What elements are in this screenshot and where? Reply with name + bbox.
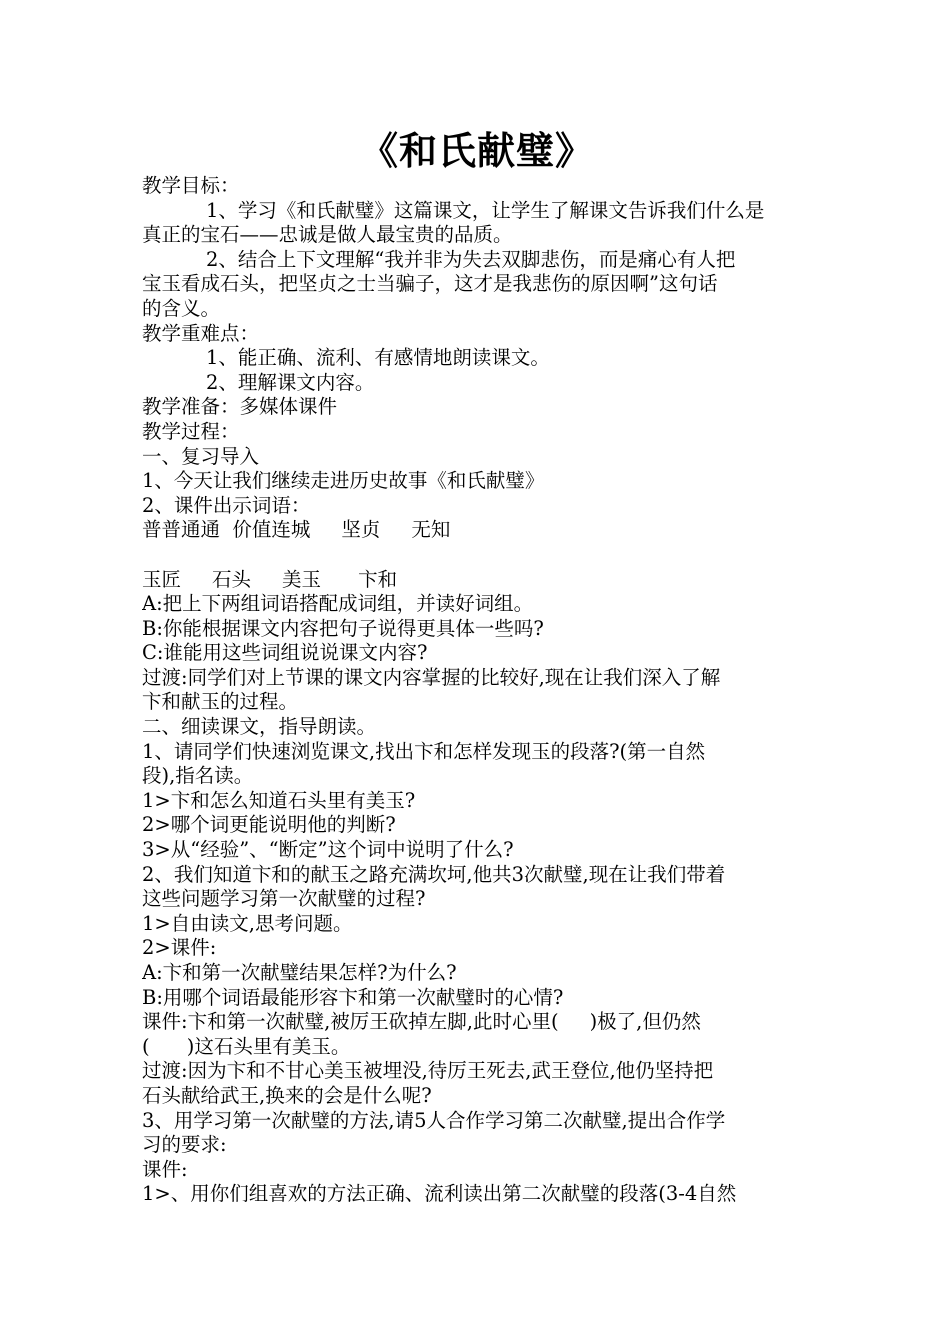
text-line: 1>自由读文,思考问题。: [142, 911, 353, 935]
document-body: [142, 174, 812, 1207]
text-line: 玉匠 石头 美玉 卞和: [142, 567, 398, 591]
document-page: [142, 128, 812, 1207]
text-line: 1、今天让我们继续走进历史故事《和氏献璧》: [142, 469, 545, 493]
text-line: 1>卞和怎么知道石头里有美玉?: [142, 788, 416, 812]
text-line: ( )这石头里有美玉。: [142, 1034, 351, 1058]
text-line: 1、请同学们快速浏览课文,找出卞和怎样发现玉的段落?(第一自然: [142, 739, 706, 763]
text-line: 过渡:同学们对上节课的课文内容掌握的比较好,现在让我们深入了解: [142, 665, 721, 689]
text-line: 一、复习导入: [142, 444, 260, 468]
text-line: 教学重难点：: [142, 321, 260, 345]
text-line: 的含义。: [142, 296, 221, 320]
text-line: 课件:卞和第一次献璧,被厉王砍掉左脚,此时心里( )极了,但仍然: [142, 1010, 701, 1034]
text-line: B:用哪个词语最能形容卞和第一次献璧时的心情?: [142, 985, 564, 1009]
text-line: 2、理解课文内容。: [206, 370, 375, 394]
text-line: C:谁能用这些词组说说课文内容?: [142, 641, 428, 665]
text-line: 2、课件出示词语：: [142, 493, 311, 517]
text-line: 教学过程：: [142, 419, 240, 443]
text-line: 教学目标：: [142, 174, 240, 197]
text-line: 真正的宝石——忠诚是做人最宝贵的品质。: [142, 223, 513, 247]
text-line: 石头献给武王,换来的会是什么呢?: [142, 1083, 432, 1107]
text-line: B:你能根据课文内容把句子说得更具体一些吗?: [142, 616, 544, 640]
text-line: 二、细读课文，指导朗读。: [142, 715, 377, 739]
text-line: 普普通通 价值连城 坚贞 无知: [142, 518, 451, 542]
text-line: 1、能正确、流利、有感情地朗读课文。: [206, 346, 550, 370]
text-line: 2、我们知道卞和的献玉之路充满坎坷,他共3次献璧,现在让我们带着: [142, 862, 726, 886]
text-line: 2>课件:: [142, 936, 217, 960]
text-line: 这些问题学习第一次献璧的过程?: [142, 887, 426, 911]
text-line: A:把上下两组词语搭配成词组，并读好词组。: [142, 592, 534, 616]
text-line: 3>从“经验”、“断定”这个词中说明了什么?: [142, 838, 514, 862]
text-line: 2>哪个词更能说明他的判断?: [142, 813, 396, 837]
text-line: 1、学习《和氏献璧》这篇课文，让学生了解课文告诉我们什么是: [206, 198, 765, 222]
text-line: 段),指名读。: [142, 764, 254, 788]
text-line: 习的要求:: [142, 1133, 227, 1157]
text-line: A:卞和第一次献璧结果怎样?为什么?: [142, 961, 457, 984]
text-line: 3、用学习第一次献璧的方法,请5人合作学习第二次献璧,提出合作学: [142, 1108, 726, 1132]
text-line: 课件:: [142, 1157, 188, 1181]
text-line: 卞和献玉的过程。: [142, 690, 299, 714]
text-line: 教学准备：多媒体课件: [142, 395, 338, 419]
text-line: 宝玉看成石头，把坚贞之士当骗子，这才是我悲伤的原因啊”这句话: [142, 272, 718, 296]
text-line: 2、结合上下文理解“我并非为失去双脚悲伤，而是痛心有人把: [206, 247, 736, 271]
text-line: 1>、用你们组喜欢的方法正确、流利读出第二次献璧的段落(3-4自然: [142, 1182, 737, 1206]
text-line: 过渡:因为卞和不甘心美玉被埋没,待厉王死去,武王登位,他仍坚持把: [142, 1059, 714, 1083]
document-title: 《和氏献璧》: [359, 129, 594, 173]
text-line: [142, 543, 812, 568]
